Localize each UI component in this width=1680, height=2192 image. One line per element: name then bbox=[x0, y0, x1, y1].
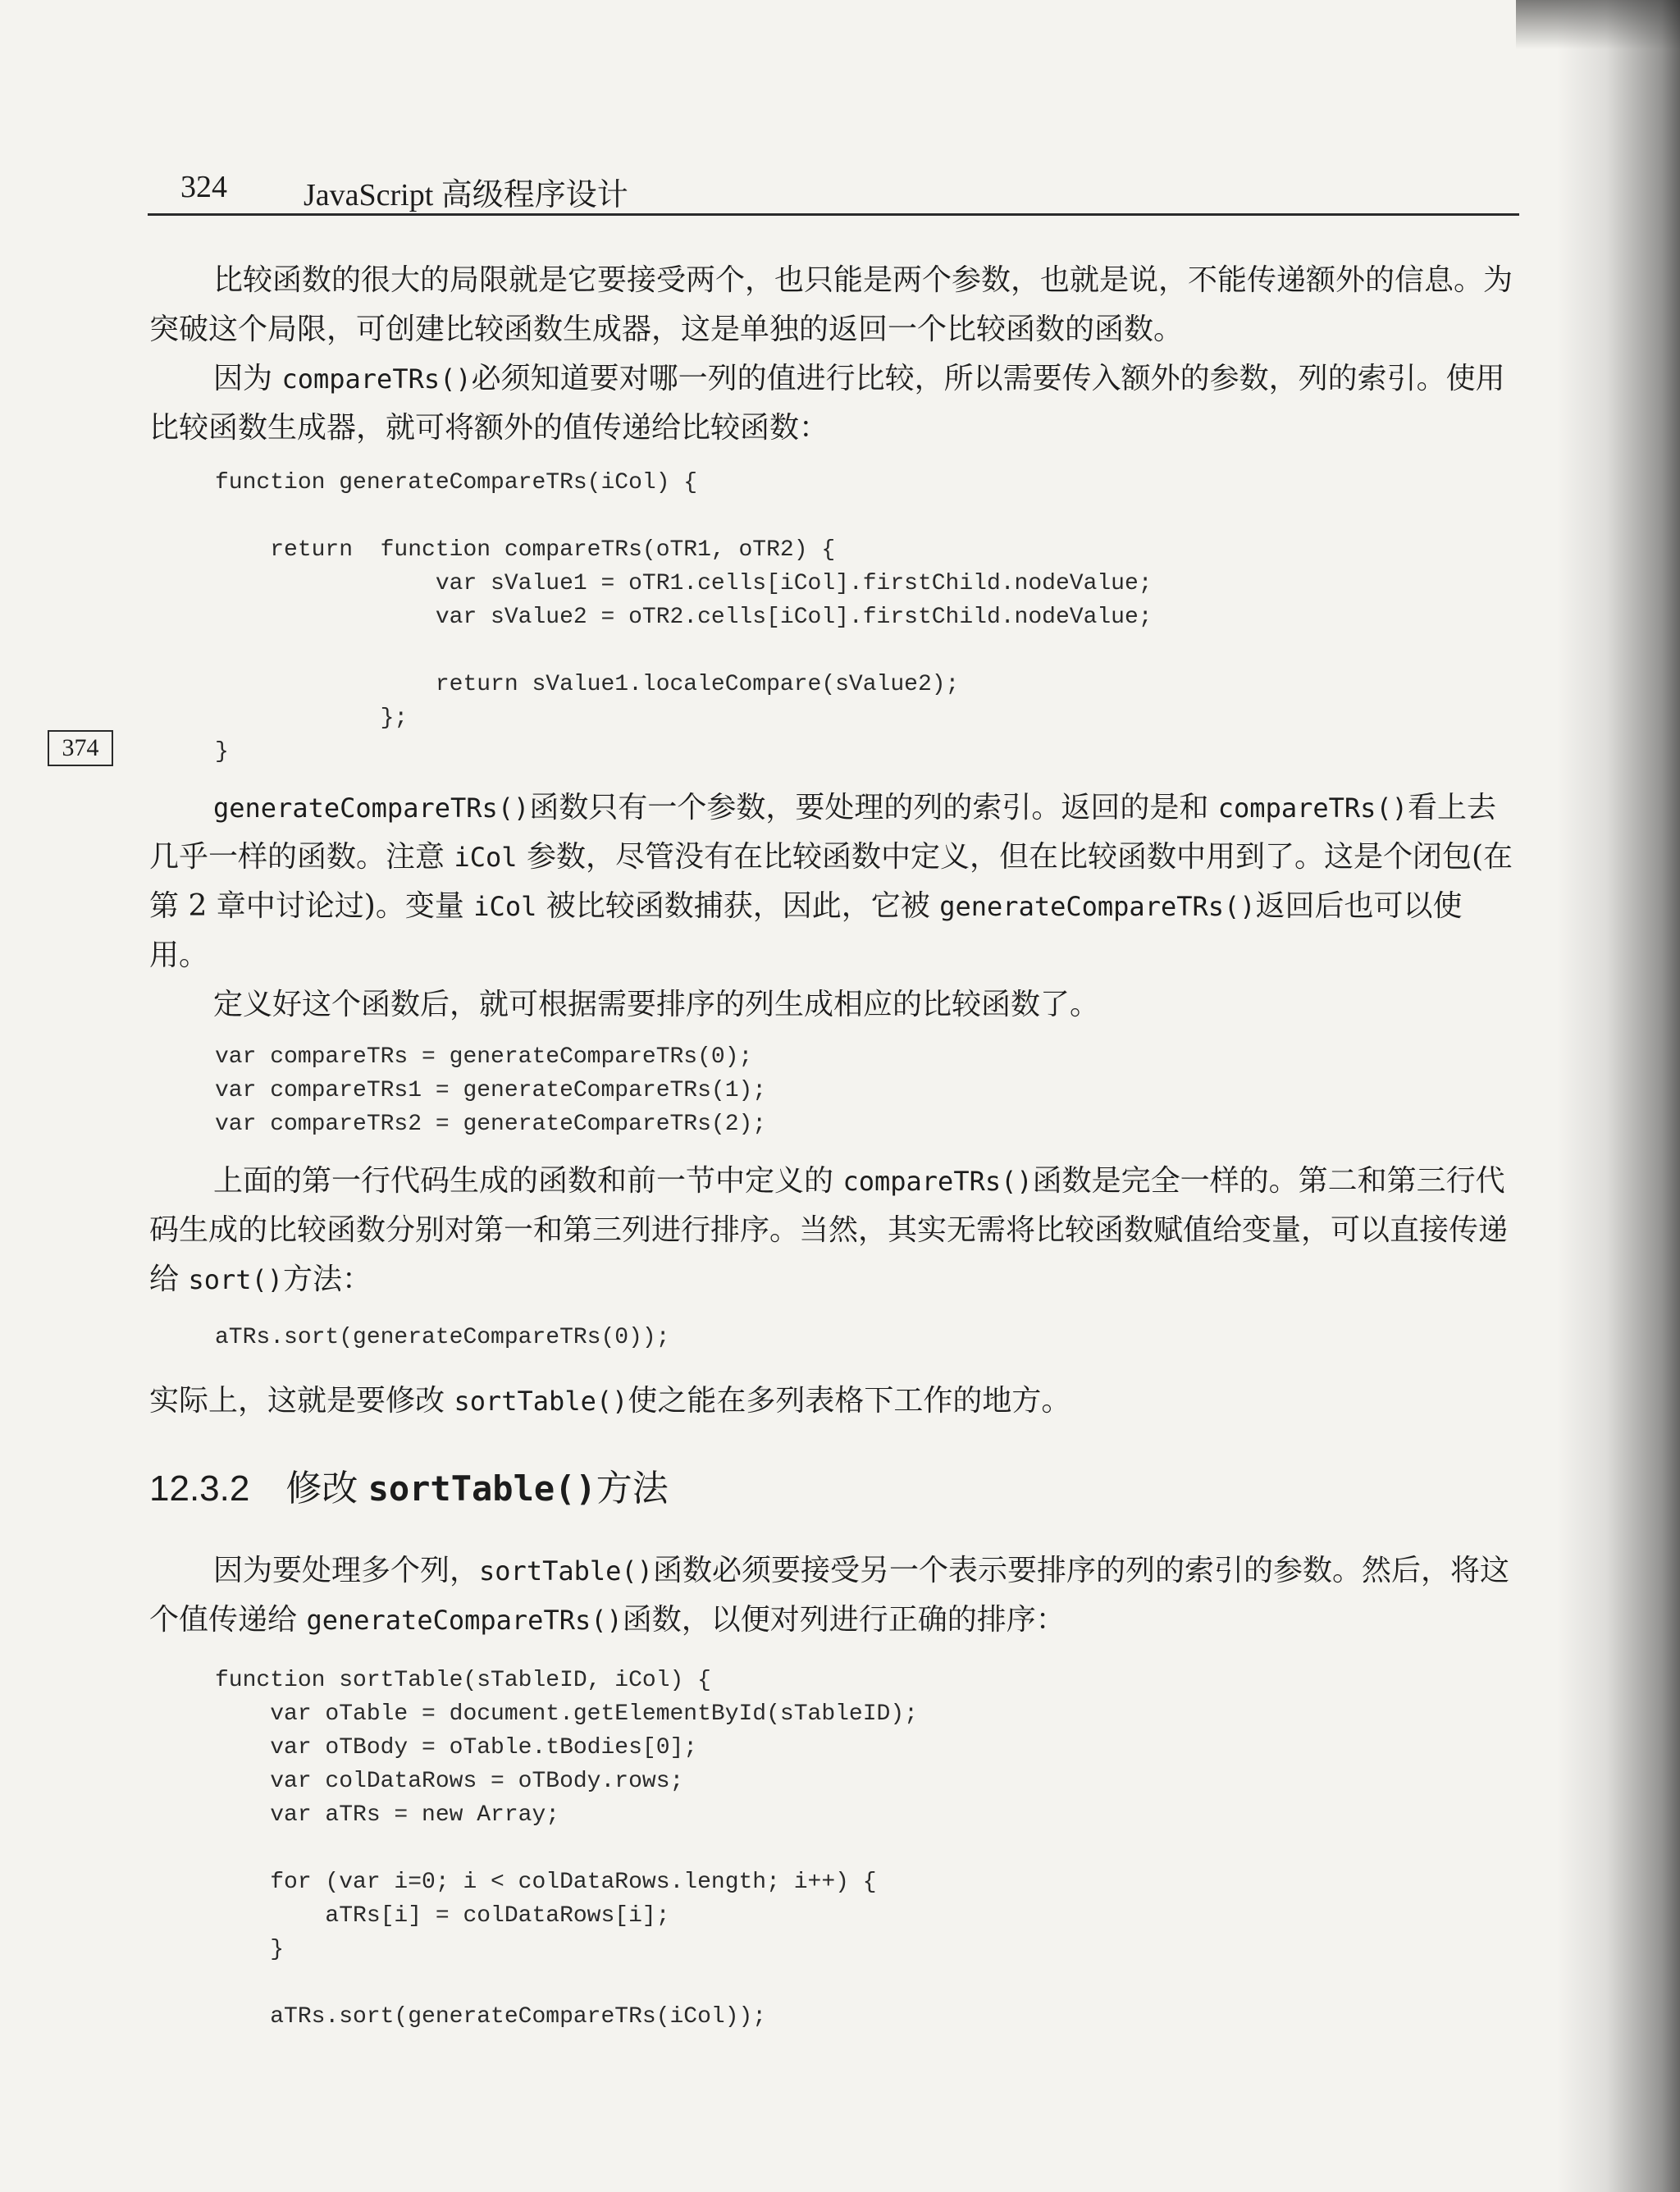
paragraph-1 bbox=[149, 256, 1519, 354]
text-run: 因为 bbox=[213, 362, 282, 395]
inline-code: generateCompareTRs() bbox=[939, 891, 1256, 922]
text-run: 函数，以便对列进行正确的排序： bbox=[622, 1603, 1066, 1637]
paragraph-4 bbox=[149, 980, 1519, 1030]
text-run: 函数是完全一样的。第二和第三行代码生成的比较函数分别对第一和第三列进行排序。当然，其实无需将比较函数赋值给变量，可以直接传递给 bbox=[149, 1164, 1509, 1296]
page-number: 324 bbox=[180, 170, 227, 204]
section-heading bbox=[149, 1464, 669, 1514]
text-run: 参数，尽管没有在比较函数中定义，但在比较函数中用到了。这是个闭包(在第 2 章中讨论过)。变量 bbox=[149, 840, 1513, 923]
inline-code: sortTable() bbox=[454, 1386, 628, 1417]
inline-code: compareTRs() bbox=[842, 1166, 1033, 1197]
paragraph-4-text: 定义好这个函数后，就可根据需要排序的列生成相应的比较函数了。 bbox=[213, 988, 1100, 1021]
inline-code: sortTable() bbox=[368, 1468, 596, 1509]
paragraph-1-text: 比较函数的很大的局限就是它要接受两个，也只能是两个参数，也就是说，不能传递额外的信息。为突破这个局限，可创建比较函数生成器，这是单独的返回一个比较函数的函数。 bbox=[149, 263, 1513, 346]
text-run: 修改 bbox=[285, 1468, 368, 1509]
code-block-compare-vars: var compareTRs = generateCompareTRs(0); var compareTRs1 = generateCompareTRs(1); var compareTRs2 = generateCompareTRs(2); bbox=[215, 1044, 767, 1137]
book-title: JavaScript 高级程序设计 bbox=[304, 178, 628, 212]
inline-code: iCol bbox=[454, 842, 518, 873]
code-block-sort-table: function sortTable(sTableID, iCol) { var oTable = document.getElementById(sTableID); var oTBody = oTable.tBodies[0]; var colDataRows = oTBody.rows; var aTRs = new Array; for (var i=0; i < colDataRows.length; i++) { aTRs[i] = colDataRows[i]; } aTRs.sort(generateCompareTRs(iCol)); bbox=[215, 1668, 918, 2030]
text-run: 返回后也可以使用。 bbox=[149, 889, 1463, 972]
text-run: 因为要处理多个列， bbox=[213, 1554, 480, 1587]
text-run: 方法： bbox=[283, 1263, 372, 1296]
text-run: 上面的第一行代码生成的函数和前一节中定义的 bbox=[213, 1164, 843, 1198]
inline-code: sortTable() bbox=[479, 1555, 653, 1587]
text-run: 使之能在多列表格下工作的地方。 bbox=[628, 1384, 1071, 1418]
paragraph-3 bbox=[149, 783, 1519, 980]
page-edge-shadow bbox=[1557, 0, 1680, 2192]
text-run: 方法 bbox=[596, 1468, 669, 1509]
text-run: 函数只有一个参数，要处理的列的索引。返回的是和 bbox=[529, 791, 1218, 824]
text-run: 被比较函数捕获，因此，它被 bbox=[536, 889, 940, 923]
running-header bbox=[148, 162, 1519, 216]
paragraph-7 bbox=[149, 1546, 1519, 1645]
section-number: 12.3.2 bbox=[149, 1468, 250, 1509]
paragraph-5 bbox=[149, 1157, 1519, 1304]
inline-code: iCol bbox=[473, 891, 537, 922]
text-run: 实际上，这就是要修改 bbox=[149, 1384, 454, 1418]
paragraph-2 bbox=[149, 354, 1519, 453]
text-run: 看上去几乎一样的函数。注意 bbox=[149, 791, 1496, 874]
inline-code: sort() bbox=[188, 1264, 284, 1295]
text-run: 函数必须要接受另一个表示要排序的列的索引的参数。然后，将这个值传递给 bbox=[149, 1554, 1509, 1637]
paragraph-6 bbox=[149, 1377, 1519, 1426]
inline-code: generateCompareTRs() bbox=[306, 1605, 623, 1636]
code-block-generate-compare: function generateCompareTRs(iCol) { return function compareTRs(oTR1, oTR2) { var sValue1 = oTR1.cells[iCol].firstChild.nodeValue; var sValue2 = oTR2.cells[iCol].firstChild.nodeValue; return sValue1.localeCompare(sValue2); }; } bbox=[215, 470, 1153, 765]
code-block-sort-call: aTRs.sort(generateCompareTRs(0)); bbox=[215, 1325, 670, 1350]
inline-code: compareTRs() bbox=[281, 363, 472, 395]
text-run: 必须知道要对哪一列的值进行比较，所以需要传入额外的参数，列的索引。使用比较函数生成器，就可将额外的值传递给比较函数： bbox=[149, 362, 1505, 445]
margin-page-reference: 374 bbox=[48, 730, 113, 766]
inline-code: generateCompareTRs() bbox=[213, 792, 530, 824]
inline-code: compareTRs() bbox=[1217, 792, 1408, 824]
